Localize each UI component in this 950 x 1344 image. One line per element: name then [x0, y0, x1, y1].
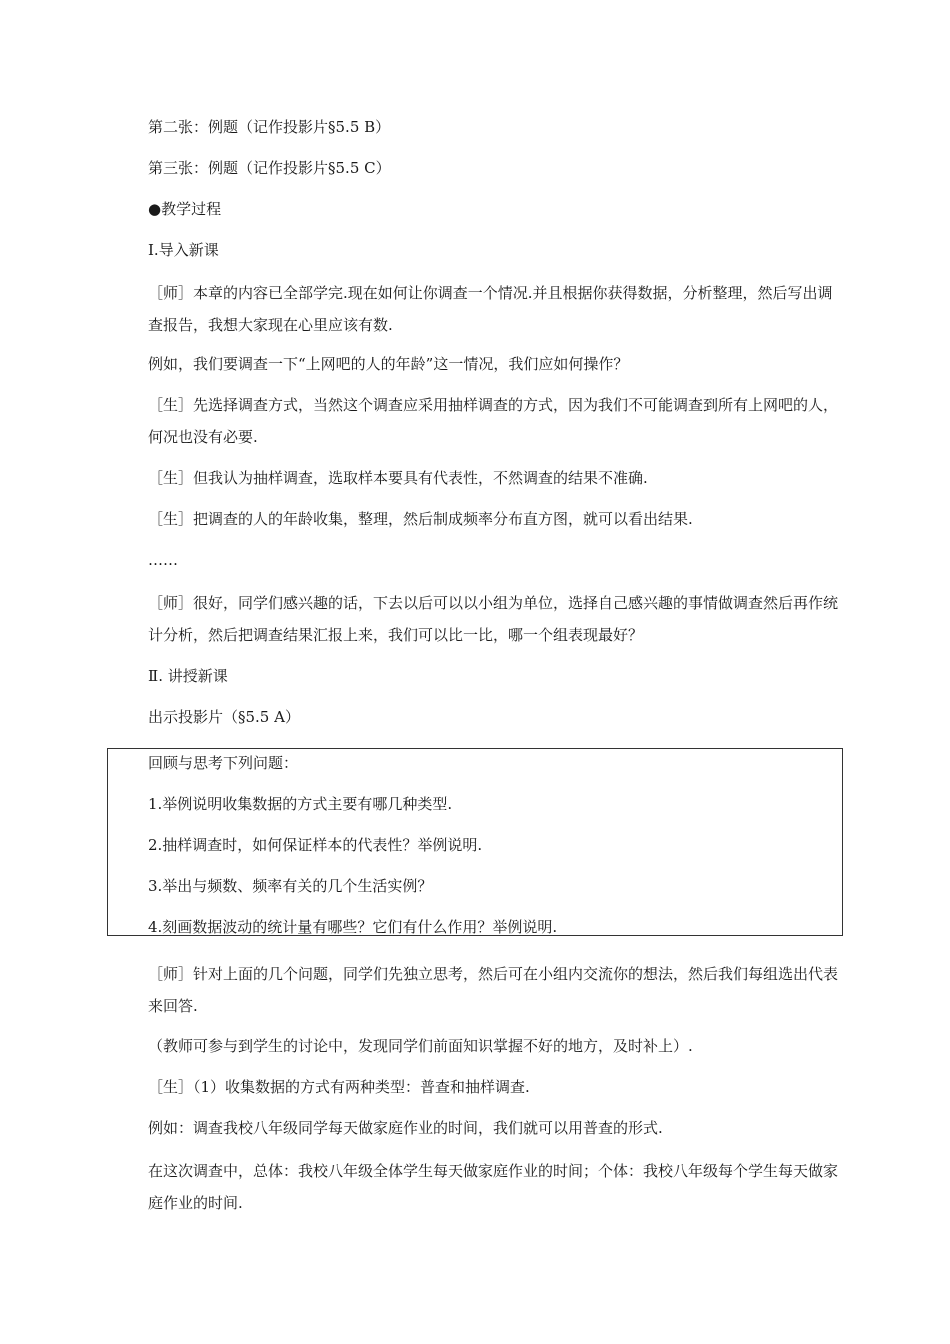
review-question-1: 1.举例说明收集数据的方式主要有哪几种类型. [148, 795, 453, 813]
teaching-process-heading: ●教学过程 [148, 200, 222, 218]
student-answer-3: ［生］把调查的人的年龄收集，整理，然后制成频率分布直方图，就可以看出结果. [148, 510, 693, 528]
review-questions-box [107, 748, 843, 936]
student-answer-2: ［生］但我认为抽样调查，选取样本要具有代表性，不然调查的结果不准确. [148, 469, 648, 487]
teacher-paragraph-2: ［师］很好，同学们感兴趣的话，下去以后可以以小组为单位，选择自己感兴趣的事情做调查然后再作统计分析，然后把调查结果汇报上来，我们可以比一比，哪一个组表现最好？ [148, 594, 839, 644]
ellipsis-line: …… [148, 551, 178, 569]
slide-2-line: 第二张：例题（记作投影片§5.5 B） [148, 118, 391, 136]
teacher-intro-paragraph: ［师］本章的内容已全部学完.现在如何让你调查一个情况.并且根据你获得数据，分析整理，然后写出调查报告，我想大家现在心里应该有数. [148, 284, 833, 334]
section-1-heading: Ⅰ.导入新课 [148, 241, 219, 259]
student-answer-1: ［生］先选择调查方式，当然这个调查应采用抽样调查的方式，因为我们不可能调查到所有上网吧的人，何况也没有必要. [148, 396, 839, 446]
teacher-note-line: （教师可参与到学生的讨论中，发现同学们前面知识掌握不好的地方，及时补上）. [148, 1037, 693, 1055]
review-question-4: 4.刻画数据波动的统计量有哪些？它们有什么作用？举例说明. [148, 918, 558, 936]
section-2-heading: Ⅱ. 讲授新课 [148, 667, 228, 685]
example-2-line: 例如：调查我校八年级同学每天做家庭作业的时间，我们就可以用普查的形式. [148, 1119, 663, 1137]
review-question-3: 3.举出与频数、频率有关的几个生活实例？ [148, 877, 433, 895]
example-1-line: 例如，我们要调查一下“上网吧的人的年龄”这一情况，我们应如何操作？ [148, 355, 629, 373]
slide-3-line: 第三张：例题（记作投影片§5.5 C） [148, 159, 391, 177]
review-question-2: 2.抽样调查时，如何保证样本的代表性？举例说明. [148, 836, 483, 854]
review-box-title: 回顾与思考下列问题： [148, 754, 299, 772]
show-slide-line: 出示投影片（§5.5 A） [148, 708, 300, 726]
teacher-paragraph-3: ［师］针对上面的几个问题，同学们先独立思考，然后可在小组内交流你的想法，然后我们每组选出代表来回答. [148, 965, 839, 1015]
population-paragraph: 在这次调查中，总体：我校八年级全体学生每天做家庭作业的时间；个体：我校八年级每个学生每天做家庭作业的时间. [148, 1162, 839, 1212]
student-answer-4: ［生］（1）收集数据的方式有两种类型：普查和抽样调查. [148, 1078, 530, 1096]
